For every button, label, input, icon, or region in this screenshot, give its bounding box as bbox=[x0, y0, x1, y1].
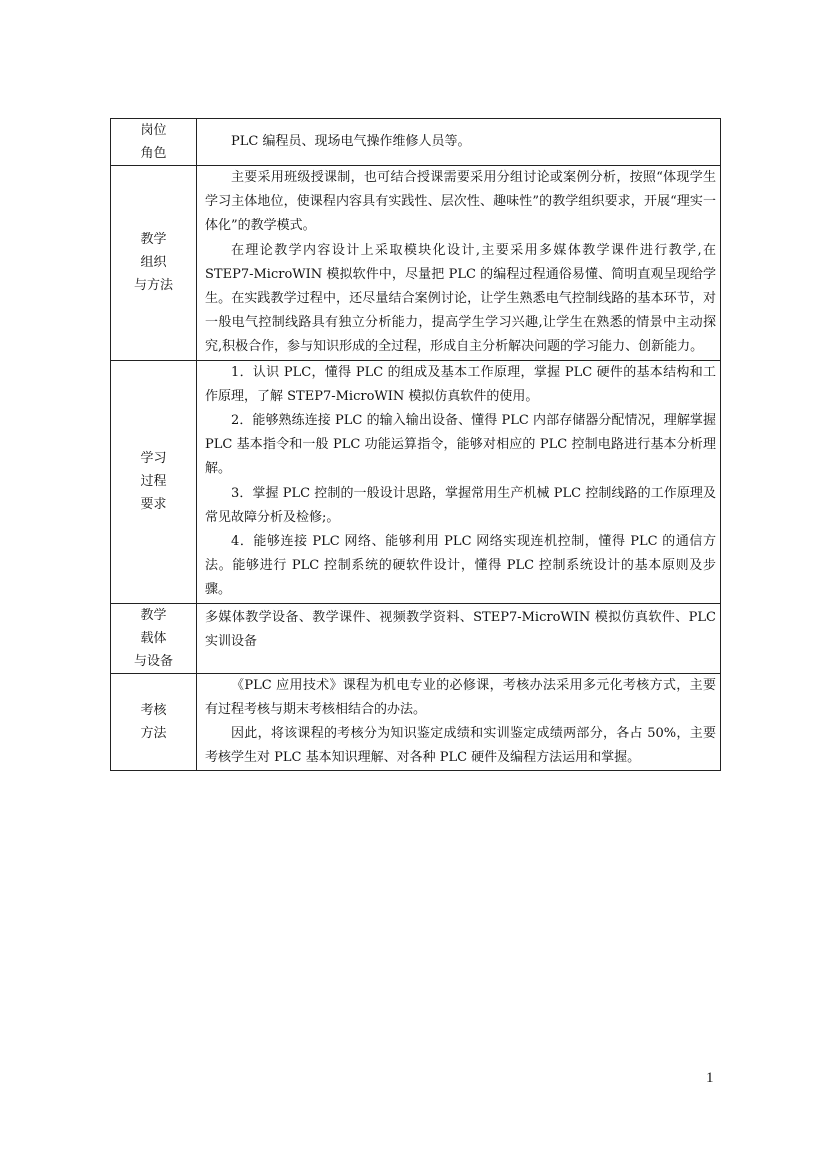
label-line: 过程 bbox=[140, 474, 167, 490]
table-row-role bbox=[111, 119, 721, 166]
label-line: 岗位 bbox=[140, 123, 167, 138]
row-label bbox=[111, 360, 197, 603]
paragraph: 在理论教学内容设计上采取模块化设计,主要采用多媒体教学课件进行教学,在 STEP7-MicroWIN 模拟软件中，尽量把 PLC 的编程过程通俗易懂、简明直观呈现给学生。在实践教学过程中，还尽量结合案例讨论，让学生熟悉电气控制线路的基本环节，对一般电气控制线路具有独立分析能力，提高学生学习兴趣,让学生在熟悉的情景中主动探究,积极合作，参与知识形成的全过程，形成自主分析解决问题的学习能力、创新能力。 bbox=[205, 242, 716, 355]
label-line: 载体 bbox=[140, 630, 167, 646]
label-line: 与方法 bbox=[133, 278, 173, 294]
paragraph: 1．认识 PLC，懂得 PLC 的组成及基本工作原理，掌握 PLC 硬件的基本结构和工作原理，了解 STEP7-MicroWIN 模拟仿真软件的使用。 bbox=[205, 364, 716, 404]
paragraph: 《PLC 应用技术》课程为机电专业的必修课，考核办法采用多元化考核方式，主要有过程考核与期末考核相结合的办法。 bbox=[205, 677, 716, 717]
row-content bbox=[197, 119, 721, 166]
row-content bbox=[197, 360, 721, 603]
label-line: 方法 bbox=[140, 726, 167, 742]
row-content bbox=[197, 673, 721, 771]
row-label bbox=[111, 673, 197, 771]
row-content bbox=[197, 603, 721, 673]
row-label bbox=[111, 603, 197, 673]
table-row-equipment bbox=[111, 603, 721, 673]
label-line: 组织 bbox=[140, 255, 167, 271]
paragraph: 主要采用班级授课制，也可结合授课需要采用分组讨论或案例分析，按照“体现学生学习主体地位，使课程内容具有实践性、层次性、趣味性”的教学组织要求，开展“理实一体化”的教学模式。 bbox=[205, 170, 716, 234]
table-row-teaching-method bbox=[111, 166, 721, 361]
paragraph: 2．能够熟练连接 PLC 的输入输出设备、懂得 PLC 内部存储器分配情况，理解掌握 PLC 基本指令和一般 PLC 功能运算指令，能够对相应的 PLC 控制电路进行基本分析理解。 bbox=[205, 413, 716, 477]
course-info-table bbox=[110, 118, 721, 771]
paragraph: 3．掌握 PLC 控制的一般设计思路，掌握常用生产机械 PLC 控制线路的工作原理及常见故障分析及检修;。 bbox=[205, 485, 716, 525]
table-row-assessment bbox=[111, 673, 721, 771]
page-number: 1 bbox=[706, 1070, 714, 1086]
label-line: 角色 bbox=[140, 146, 167, 161]
label-line: 学习 bbox=[140, 451, 167, 467]
label-line: 教学 bbox=[140, 232, 167, 248]
paragraph: 4．能够连接 PLC 网络、能够利用 PLC 网络实现连机控制，懂得 PLC 的通信方法。能够进行 PLC 控制系统的硬软件设计，懂得 PLC 控制系统设计的基本原则及步骤。 bbox=[205, 534, 716, 598]
label-line: 教学 bbox=[140, 607, 167, 623]
paragraph: 多媒体教学设备、教学课件、视频教学资料、STEP7-MicroWIN 模拟仿真软件、PLC 实训设备 bbox=[205, 609, 716, 649]
row-content bbox=[197, 166, 721, 361]
paragraph: PLC 编程员、现场电气操作维修人员等。 bbox=[231, 133, 471, 149]
label-line: 与设备 bbox=[133, 653, 173, 669]
label-line: 考核 bbox=[140, 703, 167, 719]
label-line: 要求 bbox=[140, 497, 167, 513]
row-label bbox=[111, 166, 197, 361]
row-label bbox=[111, 119, 197, 166]
table-row-learning-requirements bbox=[111, 360, 721, 603]
paragraph: 因此，将该课程的考核分为知识鉴定成绩和实训鉴定成绩两部分，各占 50%，主要考核学生对 PLC 基本知识理解、对各种 PLC 硬件及编程方法运用和掌握。 bbox=[205, 726, 716, 766]
